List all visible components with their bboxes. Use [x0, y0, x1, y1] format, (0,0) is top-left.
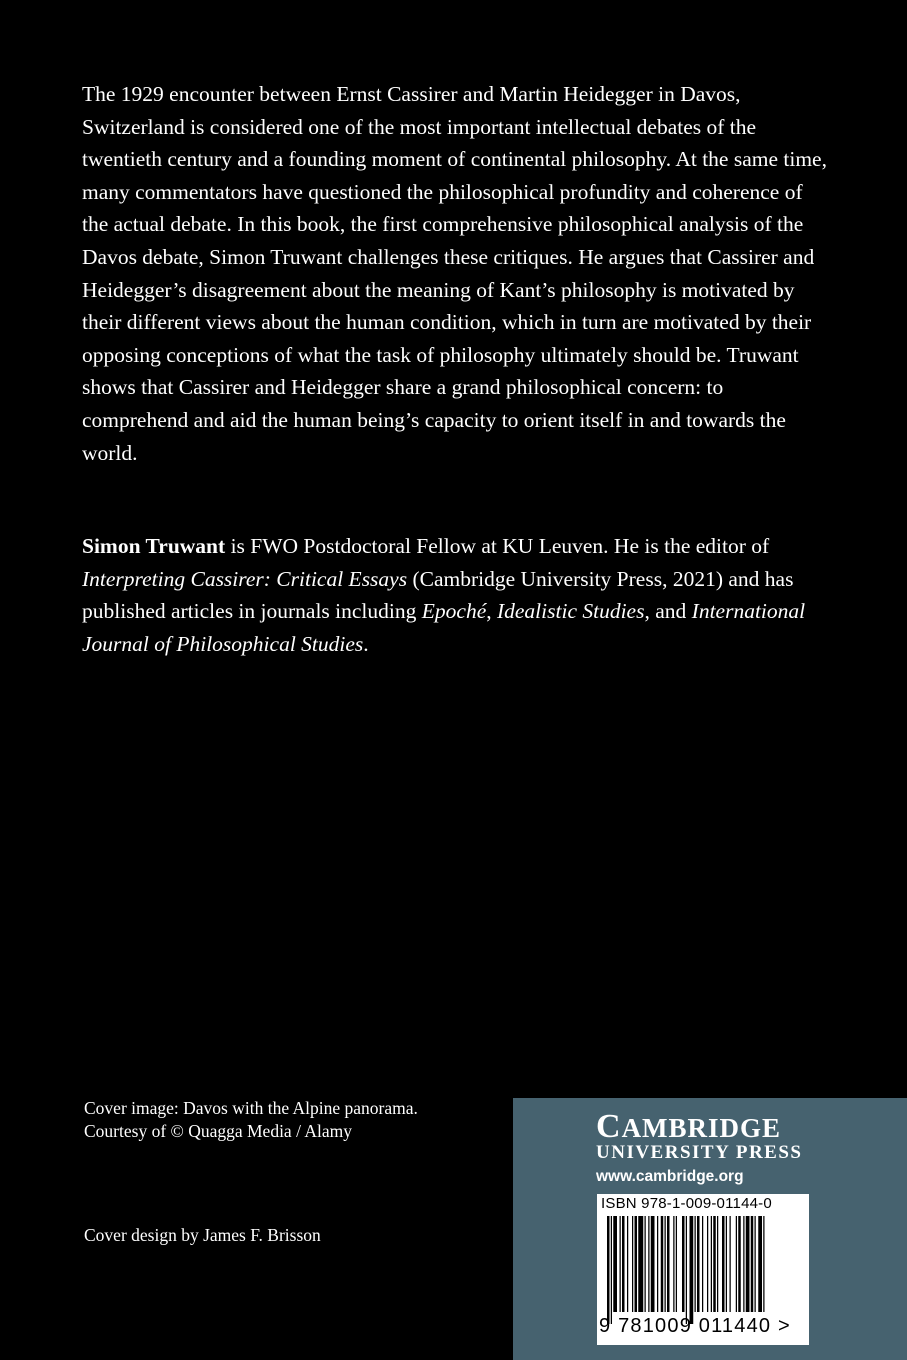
cover-image-credit-line-1: Cover image: Davos with the Alpine panorama. — [84, 1098, 418, 1118]
barcode-bar — [611, 1216, 612, 1324]
journal-title: International Journal of Philosophical Studies — [82, 599, 806, 656]
barcode-bar — [627, 1216, 628, 1312]
publisher-subtitle: UNIVERSITY PRESS — [596, 1142, 803, 1163]
barcode-bar — [763, 1216, 764, 1312]
author-bio-text-2: (Cambridge University Press, 2021) and has published articles in journals including — [82, 566, 794, 624]
cover-image-credit-line-2: Courtesy of © Quagga Media / Alamy — [84, 1121, 352, 1141]
barcode-bar — [722, 1216, 725, 1312]
barcode-bar — [743, 1216, 744, 1312]
barcode-bar — [746, 1216, 750, 1312]
barcode-bar — [736, 1216, 737, 1312]
barcode-bar — [638, 1216, 643, 1312]
barcode-bar — [751, 1216, 754, 1312]
barcode-bars — [607, 1216, 801, 1324]
barcode-bar — [702, 1216, 703, 1312]
book-description: The 1929 encounter between Ernst Cassirer and Martin Heidegger in Davos, Switzerland is considered one of the most important intellectual debates of the twentieth century and a founding moment of continental philosophy. At the same time, many commentators have questioned the philosophical profundity and coherence of the actual debate. In this book, the first comprehensive philosophical analysis of the Davos debate, Simon Truwant challenges these critiques. He argues that Cassirer and Heidegger’s disagreement about the meaning of Kant’s philosophy is motivated by their different views about the human condition, which in turn are motivated by their opposing conceptions of what the task of philosophy ultimately should be. Truwant shows that Cassirer and Heidegger share a grand philosophical concern: to comprehend and aid the human being’s capacity to orient itself in and towards the world. — [82, 82, 827, 465]
barcode-bar — [682, 1216, 685, 1312]
journal-title: Epoché — [421, 599, 487, 624]
barcode-bar — [613, 1216, 617, 1312]
barcode-bar — [738, 1216, 741, 1312]
publisher-panel — [513, 1098, 907, 1360]
barcode-bar — [717, 1216, 718, 1312]
barcode-bar — [686, 1216, 687, 1324]
barcode-bar — [697, 1216, 700, 1312]
barcode-bar — [730, 1216, 731, 1312]
barcode-bar — [673, 1216, 674, 1312]
journal-title: Idealistic Studies — [496, 599, 645, 624]
author-name: Simon Truwant — [82, 534, 226, 558]
publisher-url: www.cambridge.org — [596, 1168, 744, 1185]
barcode-bar — [667, 1216, 670, 1312]
barcode-bar — [657, 1216, 658, 1312]
barcode-bar — [622, 1216, 625, 1312]
barcode-bar — [758, 1216, 762, 1312]
barcode-bar — [651, 1216, 655, 1312]
barcode-bar — [661, 1216, 664, 1312]
barcode-bar — [726, 1216, 727, 1312]
isbn-label: ISBN 978-1-009-01144-0 — [601, 1195, 772, 1212]
barcode-bar — [632, 1216, 633, 1312]
isbn-barcode — [597, 1194, 809, 1345]
author-bio-end: . — [363, 631, 369, 656]
cover-image-credit — [84, 1097, 418, 1143]
cover-design-credit: Cover design by James F. Brisson — [84, 1225, 321, 1245]
barcode-bar — [755, 1216, 756, 1312]
barcode-bar — [648, 1216, 649, 1312]
barcode-bar — [711, 1216, 712, 1312]
author-bio-text-1: is FWO Postdoctoral Fellow at KU Leuven. He is the editor of — [225, 534, 770, 558]
barcode-bar — [713, 1216, 716, 1312]
barcode-bar — [607, 1216, 610, 1324]
barcode-bar — [676, 1216, 677, 1312]
barcode-bar — [665, 1216, 666, 1312]
ean-digits: 9 781009 011440 > — [599, 1315, 791, 1337]
edited-book-title: Interpreting Cassirer: Critical Essays — [82, 566, 408, 591]
journal-separator: , — [486, 599, 497, 624]
barcode-bar — [620, 1216, 621, 1312]
barcode-bar — [690, 1216, 694, 1324]
publisher-name: CAMBRIDGE — [596, 1108, 782, 1145]
author-bio — [82, 530, 832, 660]
barcode-bar — [695, 1216, 696, 1312]
barcode-bar — [635, 1216, 638, 1312]
barcode-bar — [645, 1216, 646, 1312]
barcode-bar — [707, 1216, 708, 1312]
journal-separator: , and — [644, 599, 692, 624]
